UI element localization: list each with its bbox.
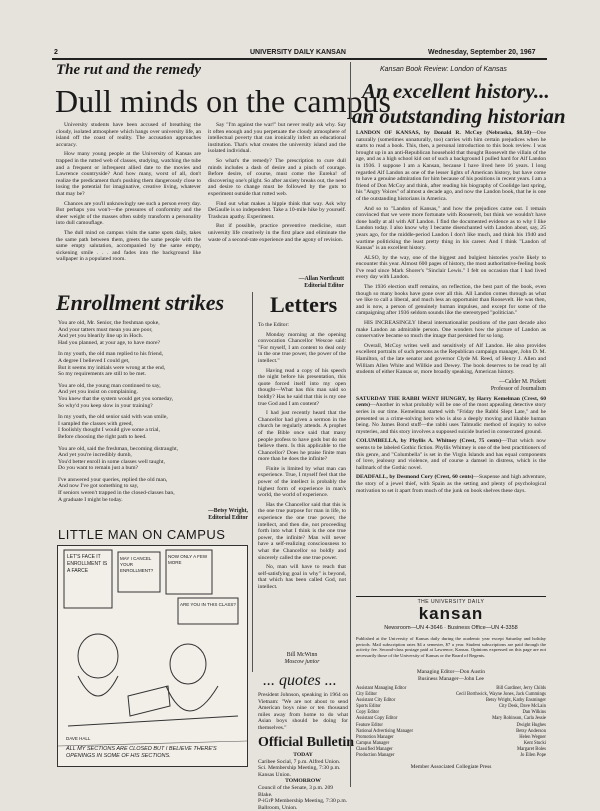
nameplate-small: THE UNIVERSITY DAILY	[417, 599, 485, 605]
editorial-paragraph: University students have been accused of breathing the cloudy, isolated atmosphere which hangs over university life, an island off the coast of reality. The accusation approaches accuracy.	[56, 122, 201, 148]
nameplate-business: Business Manager—John Lee	[418, 676, 484, 682]
editorial-kicker: The rut and the remedy	[56, 62, 201, 78]
signature-title: Editorial Editor	[304, 283, 344, 289]
staff-role: Assistant City Editor	[356, 698, 396, 704]
staff-name: Dwight Hughes	[516, 722, 546, 728]
poem-line: I foolishly thought I would give some a trial,	[58, 427, 160, 434]
bulletin-day: TOMORROW	[285, 778, 321, 785]
signature-name: —Allan Northcutt	[298, 276, 344, 282]
cartoon-signature: DAVE HALL	[66, 736, 91, 741]
bulletin-title: Official Bulletin	[258, 735, 355, 750]
nameplate-managing: Managing Editor—Don Austin	[416, 669, 486, 675]
staff-role: National Advertising Manager	[356, 728, 414, 734]
staff-list-left	[356, 686, 446, 759]
poem-line: You are old, the young man continued to say,	[58, 382, 161, 389]
editorial-paragraph: So what's the remedy? The prescription to cure dull minds includes a dash of desire and a pinch of courage. Before desire, of course, must come the Eureka! of discovering one's plight. So after anxiety breaks out, the need and desire to change must be followed by the guts to experiment outside that rutted web.	[208, 157, 346, 197]
poem-line: And yet you insist on complaining.	[58, 389, 138, 396]
poem-line: A graduate I might be today.	[58, 496, 123, 503]
poem-line: But it seems my initials were wrong at the end,	[58, 364, 166, 371]
masthead-rule	[52, 58, 547, 60]
cartoon-poster-2: NOW ONLY A FEW MORE	[168, 554, 208, 565]
staff-role: Classified Manager	[356, 746, 393, 752]
bulletin-item: Council of the Senate, 3 p.m. 209 Blake.	[258, 784, 334, 798]
signature-name: —Calder M. Pickett	[499, 378, 546, 385]
review-headline-2: an outstanding historian	[352, 104, 566, 128]
signature-title: Professor of Journalism	[490, 385, 546, 392]
poem-line: You are old, Mr. Senior, the freshman spoke,	[58, 320, 160, 326]
poem-signature	[150, 508, 248, 522]
review-paragraph: —That which now seems to be labeled Gothic fiction. Phyllis Whitney is one of the best practitioners of this genre, and "Columbella" is set in the Virgin Islands and has equal components of love, jealousy and violence, and of course a damsel in distress, which is the hallmark of the Gothic novel.	[356, 438, 547, 471]
staff-name: Kent Stucki	[523, 740, 546, 746]
letters-paragraph: Having read a copy of his speech the night before his presentation, this quote forced itself into my open thought—What has this man said so boldly? Has he said that this is my one true God and I am content?	[258, 367, 346, 407]
staff-role: Assistant Managing Editor	[356, 686, 407, 691]
poem-headline: Enrollment strikes	[56, 290, 225, 315]
staff-role: Assistant Copy Editor	[356, 716, 398, 722]
editorial-headline: Dull minds on the campus	[55, 83, 391, 119]
paper-name: UNIVERSITY DAILY KANSAN	[250, 49, 346, 56]
cartoon-title: LITTLE MAN ON CAMPUS	[58, 527, 226, 542]
cartoon-poster-1: MAY I CANCEL YOUR ENROLLMENT?	[120, 556, 154, 573]
cartoon-drawing	[58, 546, 247, 766]
poem-line: In my youth, the old senior said with wan smile,	[58, 414, 168, 421]
review-paragraph: —Suspense and high adventure, the story of a jewel thief, with Spain as the setting and plenty of psychological motivation to set it apart from much of the junk on book shelves these days.	[356, 474, 546, 494]
editorial-paragraph: But if possible, practice preventive medicine, start university life creatively in the first place and eliminate the waste of a second-rate experience and the agony of revision.	[208, 223, 346, 243]
nameplate-title: kansan	[418, 604, 484, 623]
poem-line: So my requirements are still to be met.	[58, 371, 147, 378]
poem-line: If seniors weren't trapped in the closed-classes ban,	[58, 490, 175, 497]
poem-line: I've answered your queries, replied the old man,	[58, 476, 168, 483]
review-divider	[350, 62, 351, 787]
poem-line: And your tatters must mean you are poor,	[58, 326, 153, 333]
staff-name: Dan Wilkins	[522, 710, 546, 716]
quotes-text: President Johnson, speaking in 1964 on Vietnam: "We are not about to send American boys nine or ten thousand miles away from home to do what Asian boys should be doing for themselves."	[258, 692, 348, 731]
letters-body	[258, 322, 346, 652]
staff-role: City Editor	[356, 692, 377, 698]
poem-line: And yet you blearily line up in Hoch.	[58, 333, 143, 340]
signature-name: —Betsy Wright,	[207, 508, 248, 514]
letters-headline: Letters	[270, 292, 338, 317]
review-paragraph: HIS INCREASINGLY liberal internationalist positions of the past decade also make Landon an admirable person. One wonders how the picture of Landon as conservative became so much the image that persisted for so long.	[356, 320, 546, 340]
review-signature	[356, 379, 546, 393]
bulletin-item: Caribee Social, 7 p.m. Alfred Union.	[258, 758, 341, 765]
poem-line: And yet you're incredibly dumb,	[58, 452, 132, 459]
staff-role: Production Manager	[356, 753, 395, 759]
bulletin-item: Sci. Membership Meeting, 7:30 p.m. Kansas Union.	[258, 765, 341, 778]
poem-line: You knew that the system would get you someday,	[58, 395, 174, 402]
review-lead: LANDON OF KANSAS, by Donald R. McCoy (Nebraska, $8.50)	[356, 130, 532, 136]
staff-role: Promotion Manager	[356, 734, 394, 740]
editorial-paragraph: Say "I'm against the war!" but never really ask why. Say it often enough and you perpetuate the cloudy atmosphere of intellectual poverty that can ironically infect an educational institution. That's what creates the university island and the isolated individual.	[208, 122, 346, 155]
editorial-paragraph: How many young people at the University of Kansas are trapped in the rutted web of classes, studying, watching the tube and a frequent or infrequent allied date to the movies and Lawrence countryside? And how many, worst of all, don't realize the predicament that's pushing them dangerously close to losing the potential for imaginative, creative living, whatever that may be?	[56, 151, 201, 197]
signature-title: Editorial Editor	[208, 515, 248, 521]
editorial-paragraph: The dull mind on campus visits the same spots daily, takes the same path between them, greets the same people with the same empty salutation, accompanied by the same empty, sickening smile . . . and fades into the background like wallpaper in a populated room.	[56, 229, 201, 263]
staff-list-right	[440, 686, 546, 759]
quotes-title: ... quotes ...	[263, 672, 337, 689]
nameplate-footer: Member Associated Collegiate Press	[410, 764, 492, 770]
staff-name: Jo Ellen Pope	[520, 753, 546, 759]
editorial-signature	[226, 276, 344, 290]
poem-stanza	[58, 383, 258, 409]
staff-name: City Desk, Dave McLain	[498, 704, 546, 710]
poem-line: Do you want to remain just a bum?	[58, 465, 139, 472]
editorial-paragraph: Find out what makes a hippie think that way. Ask why DeGaulle is so independent. Take a 10-mile hike by yourself. Trashcan apathy. Experiment.	[208, 200, 346, 220]
poem-line: I sampled the classes with greed,	[58, 420, 133, 427]
letters-paragraph: Monday morning at the opening convocation Chancellor Wescoe said: "For myself, I am content to deal only in the one true power, the power of the intellect."	[258, 331, 346, 364]
letters-paragraph: No, man will have to reach that self-satisfying goal in why" is beyond, that which has been called God, not intellect.	[258, 564, 346, 590]
letters-paragraph: I had just recently heard that the Chancellor had given a sermon in the church he regularly attends. A prophet of the Bible once said that many people profess to have gods but do not believe them. Is this applicable to the Chancellor? Does he praise finite man more than he does the infinite?	[258, 410, 346, 463]
letters-salutation: To the Editor:	[258, 322, 289, 328]
review-paragraph: ALSO, by the way, one of the biggest and bulgiest histories you're likely to encounter this year. Almost 600 pages of history, the most authoritative-feeling book I've read since Mark Shorer's "Sinclair Lewis." I felt on occasion that I had lived every day with Landon.	[356, 254, 546, 281]
signature-title: Moscow junior	[284, 659, 320, 665]
letters-paragraph: Has the Chancellor said that this is the one true purpose for man in life, to experience the one true power, the intellect, and then die, not proceeding forth into what I think is the one true power, the infinite? Man will never have a self-realizing consciousness to what the Chancellor so boldly and sincerely called the one true power.	[258, 501, 346, 561]
review-headline-1: An excellent history...	[362, 79, 550, 103]
letters-paragraph: Finite is limited by what man can experience. True, I myself feel that the power of the intellect is probably the highest form of experience in man's world, the world of experience.	[258, 465, 346, 499]
editorial-paragraph: Chances are you'll unknowingly see such a person every day. But perhaps you won't—the pressures of conformity and the sheer weight of the masses often subtly transform a personality into dull camouflage.	[56, 200, 201, 227]
staff-role: Copy Editor	[356, 710, 380, 716]
staff-role: Campus Manager	[356, 740, 390, 746]
editorial-column-2	[208, 122, 346, 274]
staff-name: Betsy Anderson	[516, 728, 546, 734]
poem-line: A degree I believed I could get,	[58, 357, 130, 364]
nameplate-statement: Published at the University of Kansas daily during the academic year except Saturday and holiday periods. Mail subscription rates $4 a semester, $7 a year. Student subscriptions are paid through the activity fee. Second-class postage paid at Lawrence, Kansas. Opinions expressed on this page are not necessarily those of the University of Kansas or the Board of Regents.	[356, 636, 546, 658]
review-paragraph: And so to "Landon of Kansas," and how the prejudices came out. I remain convinced that we were more fortunate with Roosevelt, but think we wouldn't have done badly at all with Alf Landon. I find the documented evidence as to why I like Landon today. I also know why I became disenchanted with Landon about, say, 25 years ago, for the middle-period Landon I don't like much, and think his 1940 and wartime politicking the least pretty thing in his career. And I think "Landon of Kansas" is an excellent history.	[356, 205, 546, 252]
editorial-column-1	[56, 122, 201, 262]
cartoon-panel	[57, 545, 248, 767]
poem-line: So why'd you keep slow in your training?	[58, 402, 153, 409]
review-paragraph: —One naturally (sometimes unnaturally, too) carries with him certain prejudices when he starts to read a book. This, then, a personal introduction to this book review. I was brought up in an anti-Republican household that thought Roosevelt the villain of the age, and as a high school kid out of such a background I pulled hard for Alf Landon in 1936. I suppose I am a Kansan, because I have lived here 16 years. I long regarded Alf Landon as one of the lesser lights of American history, but have come to have a genuine admiration for him because of his positions in recent years. I am a friend of Don McCoy and think, after reading his biography of Coolidge last spring, his "Angry Voices" of almost a decade ago, and now the Landon book, that he is one of the outstanding historians in America.	[356, 130, 546, 202]
letters-signature	[262, 652, 342, 666]
review-paragraph: —Another in what probably will be one of the most appealing detective story series in our time. Kemelman started with "Friday the Rabbi Slept Late," and he presented us a crime-solving hero who is also a deeply moving and likable human being. No James Bond stuff—the rabbi uses Talmudic method of inquiry to solve mysteries, and this story involves a supposed suicide buried in consecrated ground.	[356, 402, 546, 435]
bulletin-day: TODAY	[293, 752, 313, 758]
poem-line: In my youth, the old man replied to his friend,	[58, 351, 164, 358]
letters-divider	[252, 292, 253, 672]
staff-name: Helen Wegner	[519, 734, 546, 740]
poem-stanza	[58, 446, 258, 472]
staff-name: Bill Gardiner, Jerry Childs	[496, 686, 546, 691]
review-paragraph: Overall, McCoy writes well and sensitively of Alf Landon. He also provides excellent portraits of such persons as the Republican campaign manager, John D. M. Hamilton, of the late senator and governor Clyde M. Reed, of Henry J. Allen and William Allen White and Willkie and Dewey. The book deserves to be read by all students of either Kansas or, more broadly speaking, American history.	[356, 342, 546, 376]
review-lead: SATURDAY THE RABBI WENT HUNGRY, by Harry Kemelman (Crest, 60 cents)	[356, 395, 546, 409]
poem-line: Before choosing the right path to heed.	[58, 433, 147, 440]
cartoon-sign: ARE YOU IN THIS CLASS?	[180, 602, 236, 607]
review-lead: DEADFALL, by Desmond Cory (Crest, 60 cents)	[356, 474, 474, 481]
poem-line: And now I've got something to say,	[58, 483, 139, 490]
review-body	[356, 130, 546, 590]
poem-stanza	[58, 477, 258, 503]
staff-name: Margaret Boles	[517, 746, 546, 752]
poem-line: Had you planned, at your age, to have more?	[58, 339, 161, 346]
review-paragraph: The 1936 election stuff remains, on reflection, the best part of the book, even though so many books have gone over all this. All Landon comes through as what we like to call a liberal, and much less an opportunist than Roosevelt. He was then, and is now, a person of genuinely human impulses, and except for some of the campaigning after 1936 seldom sounds like the stereotyped "politician."	[356, 284, 546, 317]
poem-line: You are old, said the freshman, becoming distraught,	[58, 445, 179, 452]
nameplate-phones: Newsroom—UN 4-3646 · Business Office—UN 4-3358	[384, 625, 518, 631]
poem-stanza	[58, 320, 258, 346]
signature-name: Bill McWinn	[286, 652, 318, 658]
cartoon-board-text: LET'S FACE IT ENROLLMENT IS A FARCE	[67, 554, 108, 574]
staff-role: Feature Editor	[356, 722, 383, 728]
issue-date: Wednesday, September 20, 1967	[428, 49, 536, 56]
staff-name: Betsy Wright, Kathy Ensminger	[485, 698, 546, 704]
cartoon-caption: ALL MY SECTIONS ARE CLOSED BUT I BELIEVE THERE'S OPENINGS IN SOME OF HIS SECTIONS.	[66, 746, 217, 759]
staff-role: Sports Editor	[356, 704, 381, 710]
poem-line: You'd better enroll in some classes well taught,	[58, 458, 165, 465]
page-number: 2	[54, 49, 58, 56]
review-lead: COLUMBELLA, by Phyllis A. Whitney (Crest, 75 cents)	[356, 438, 502, 445]
staff-name: Mary Robinson, Carla Jessie	[492, 716, 546, 722]
poem-stanza	[58, 414, 258, 440]
staff-name: Cecil Borthwick, Wayne Jones, Jack Cummings	[455, 692, 546, 698]
nameplate-rule	[356, 596, 546, 597]
review-label: Kansan Book Review: London of Kansas	[380, 66, 507, 73]
bulletin-item: P-iGrP Membership Meeting, 7:30 p.m. Ballroom, Union.	[258, 798, 348, 811]
poem-stanza	[58, 351, 258, 377]
poem-body	[58, 320, 258, 506]
bulletin-body	[258, 752, 348, 811]
